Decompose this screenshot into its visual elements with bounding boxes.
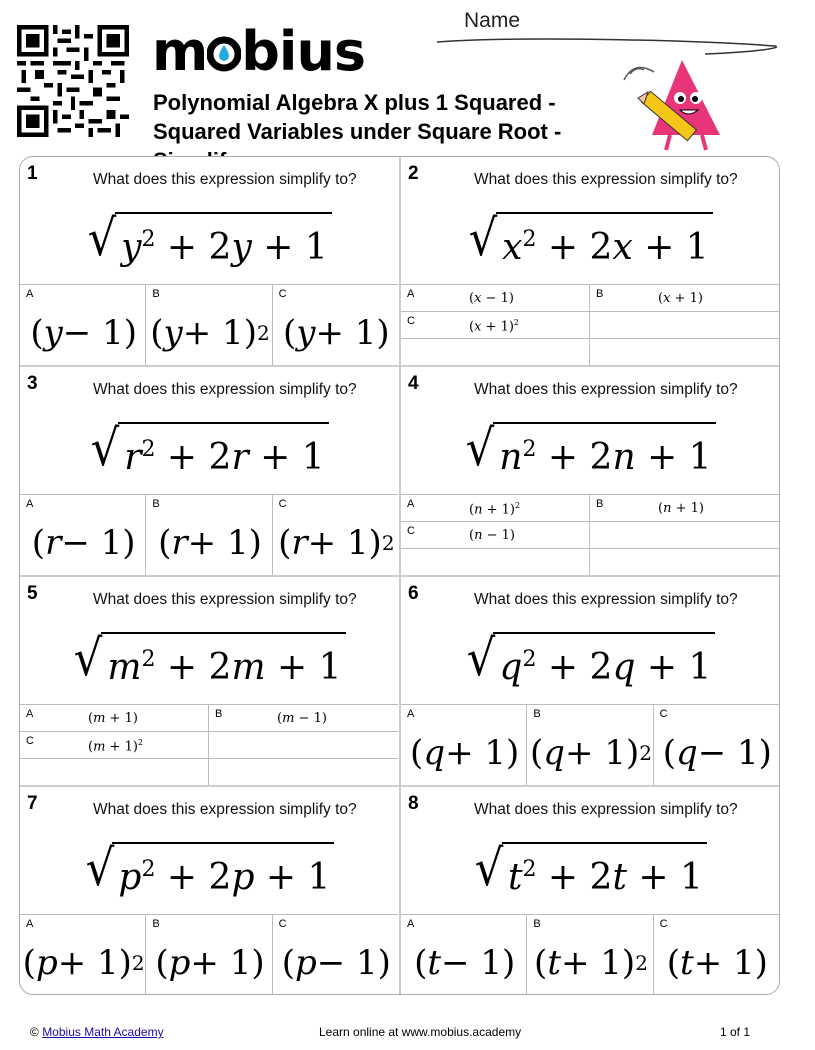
answer-option-a[interactable] xyxy=(20,285,146,366)
answer-option-b[interactable] xyxy=(146,285,272,366)
radical-expression xyxy=(20,625,398,695)
answer-option-a[interactable] xyxy=(401,705,527,786)
answer-option-c[interactable] xyxy=(273,285,398,366)
option-expression: (x + 1) xyxy=(658,291,703,306)
radical-expression xyxy=(401,205,779,275)
answer-option-c[interactable] xyxy=(654,705,779,786)
answer-option-a[interactable] xyxy=(20,705,209,732)
option-letter: A xyxy=(407,918,415,930)
question-card xyxy=(401,577,779,785)
sqrt-expression: √ $n^2 + 2n + 1$ xyxy=(464,422,715,478)
answer-option-a[interactable] xyxy=(401,915,527,995)
answer-row xyxy=(401,494,779,522)
question-prompt: What does this expression simplify to? xyxy=(93,801,357,818)
question-card xyxy=(20,157,398,365)
answer-options xyxy=(20,284,398,366)
option-letter: C xyxy=(407,525,415,537)
logo-o-drop xyxy=(207,22,241,82)
question-prompt: What does this expression simplify to? xyxy=(93,591,357,608)
option-expression: ( p + 1) xyxy=(155,942,265,983)
option-letter: C xyxy=(659,708,668,720)
answer-options xyxy=(401,494,779,575)
answer-option-c[interactable] xyxy=(20,732,209,759)
option-letter: C xyxy=(278,288,287,300)
option-expression: ( q + 1) 2 xyxy=(530,732,652,773)
option-expression: ( t − 1) xyxy=(414,942,516,983)
answer-option-c[interactable] xyxy=(401,522,590,549)
radical-expression xyxy=(20,415,398,485)
name-label: Name xyxy=(464,9,521,32)
answer-row xyxy=(20,704,398,732)
answer-options xyxy=(20,494,398,576)
radical-expression xyxy=(20,835,398,905)
option-letter: A xyxy=(26,288,34,300)
question-prompt: What does this expression simplify to? xyxy=(93,171,357,188)
answer-option-a[interactable] xyxy=(401,285,590,312)
option-letter: B xyxy=(596,288,604,300)
answer-row xyxy=(20,731,398,759)
grid-divider-horizontal xyxy=(20,365,779,367)
grid-divider-horizontal xyxy=(20,785,779,787)
radical-expression xyxy=(401,415,779,485)
sqrt-expression: √ $x^2 + 2x + 1$ xyxy=(467,212,712,268)
answer-options xyxy=(401,704,779,786)
answer-options xyxy=(401,914,779,995)
answer-option-a[interactable] xyxy=(20,495,146,576)
question-number: 5 xyxy=(27,583,38,604)
answer-options xyxy=(20,914,398,995)
option-letter: B xyxy=(215,708,223,720)
option-expression: ( q + 1) xyxy=(410,732,520,773)
answer-option-b[interactable] xyxy=(590,285,779,312)
option-expression: ( y + 1) xyxy=(282,312,390,353)
option-letter: C xyxy=(26,735,34,747)
sqrt-expression: √ $q^2 + 2q + 1$ xyxy=(465,632,716,688)
question-number: 6 xyxy=(408,583,419,604)
qr-code xyxy=(17,25,129,137)
sqrt-expression: √ $y^2 + 2y + 1$ xyxy=(86,212,332,268)
option-expression: ( r + 1) 2 xyxy=(278,522,395,563)
footer-link[interactable]: Mobius Math Academy xyxy=(42,1025,164,1039)
answer-option-c[interactable] xyxy=(273,915,398,995)
answer-empty-cell xyxy=(401,549,590,576)
answer-row xyxy=(401,338,779,366)
question-grid xyxy=(19,156,780,995)
answer-option-c[interactable] xyxy=(273,495,398,576)
answer-empty-cell xyxy=(209,732,398,759)
question-card xyxy=(401,367,779,575)
option-letter: B xyxy=(152,288,160,300)
answer-empty-cell xyxy=(590,549,779,576)
option-expression: ( q − 1) xyxy=(662,732,772,773)
footer-copyright: © Mobius Math Academy xyxy=(30,1025,164,1039)
sqrt-expression: √ $t^2 + 2t + 1$ xyxy=(473,842,707,898)
option-expression: ( t + 1) 2 xyxy=(534,942,648,983)
answer-option-b[interactable] xyxy=(527,705,653,786)
radical-expression xyxy=(401,835,779,905)
question-number: 2 xyxy=(408,163,419,184)
sqrt-expression: √ $m^2 + 2m + 1$ xyxy=(72,632,345,688)
question-prompt: What does this expression simplify to? xyxy=(474,171,738,188)
option-letter: A xyxy=(26,498,34,510)
question-card xyxy=(20,787,398,995)
option-expression: ( p − 1) xyxy=(281,942,391,983)
option-letter: A xyxy=(407,498,415,510)
radical-expression xyxy=(20,205,398,275)
answer-option-b[interactable] xyxy=(209,705,398,732)
option-expression: ( y − 1) xyxy=(30,312,137,353)
option-expression: ( y + 1) 2 xyxy=(150,312,270,353)
option-expression: $(n + 1)^2$ xyxy=(469,501,521,518)
answer-option-c[interactable] xyxy=(654,915,779,995)
option-expression: (n − 1) xyxy=(469,528,515,543)
question-number: 4 xyxy=(408,373,419,394)
question-number: 1 xyxy=(27,163,38,184)
option-expression: $(x + 1)^2$ xyxy=(469,318,520,335)
question-prompt: What does this expression simplify to? xyxy=(93,381,357,398)
answer-row xyxy=(401,548,779,576)
option-expression: (x − 1) xyxy=(469,291,514,306)
option-expression: (m − 1) xyxy=(277,711,327,726)
option-letter: A xyxy=(407,708,415,720)
option-letter: B xyxy=(533,708,541,720)
question-prompt: What does this expression simplify to? xyxy=(474,801,738,818)
question-number: 3 xyxy=(27,373,38,394)
option-expression: ( t + 1) xyxy=(666,942,768,983)
answer-empty-cell xyxy=(209,759,398,786)
answer-empty-cell xyxy=(20,759,209,786)
option-letter: A xyxy=(26,918,34,930)
answer-empty-cell xyxy=(590,339,779,366)
option-letter: C xyxy=(278,498,287,510)
answer-option-c[interactable] xyxy=(401,312,590,339)
option-letter: C xyxy=(659,918,668,930)
sqrt-expression: √ $r^2 + 2r + 1$ xyxy=(89,422,328,478)
answer-row xyxy=(20,758,398,786)
mobius-logo: m bius xyxy=(152,20,366,83)
option-letter: C xyxy=(278,918,287,930)
answer-option-a[interactable] xyxy=(20,915,146,995)
question-card xyxy=(401,157,779,365)
footer-center-text: Learn online at www.mobius.academy xyxy=(319,1025,522,1039)
option-letter: C xyxy=(407,315,415,327)
radical-expression xyxy=(401,625,779,695)
answer-row xyxy=(401,284,779,312)
answer-empty-cell xyxy=(401,339,590,366)
answer-option-b[interactable] xyxy=(590,495,779,522)
option-expression: (m + 1) xyxy=(88,711,138,726)
answer-option-a[interactable] xyxy=(401,495,590,522)
question-card xyxy=(401,787,779,995)
drop-icon xyxy=(219,45,229,61)
question-number: 8 xyxy=(408,793,419,814)
answer-row xyxy=(401,311,779,339)
option-letter: B xyxy=(152,498,160,510)
answer-options xyxy=(20,704,398,785)
option-letter: B xyxy=(533,918,541,930)
answer-empty-cell xyxy=(590,522,779,549)
worksheet-title: Polynomial Algebra X plus 1 Squared - Squared Variables under Square Root - xyxy=(153,90,562,144)
grid-divider-horizontal xyxy=(20,575,779,577)
answer-empty-cell xyxy=(590,312,779,339)
question-number: 7 xyxy=(27,793,38,814)
question-prompt: What does this expression simplify to? xyxy=(474,381,738,398)
option-expression: ( r − 1) xyxy=(31,522,136,563)
question-card xyxy=(20,367,398,575)
option-expression: (n + 1) xyxy=(658,501,704,516)
sqrt-expression: √ $p^2 + 2p + 1$ xyxy=(84,842,335,898)
answer-option-b[interactable] xyxy=(146,915,272,995)
answer-option-b[interactable] xyxy=(146,495,272,576)
option-letter: B xyxy=(596,498,604,510)
question-card xyxy=(20,577,398,785)
option-letter: A xyxy=(26,708,34,720)
option-expression: ( p + 1) 2 xyxy=(22,942,145,983)
option-letter: A xyxy=(407,288,415,300)
option-expression: $(m + 1)^2$ xyxy=(88,738,143,755)
footer-page-number: 1 of 1 xyxy=(720,1025,751,1039)
answer-options xyxy=(401,284,779,365)
answer-option-b[interactable] xyxy=(527,915,653,995)
option-expression: ( r + 1) xyxy=(158,522,262,563)
question-prompt: What does this expression simplify to? xyxy=(474,591,738,608)
answer-row xyxy=(401,521,779,549)
option-letter: B xyxy=(152,918,160,930)
